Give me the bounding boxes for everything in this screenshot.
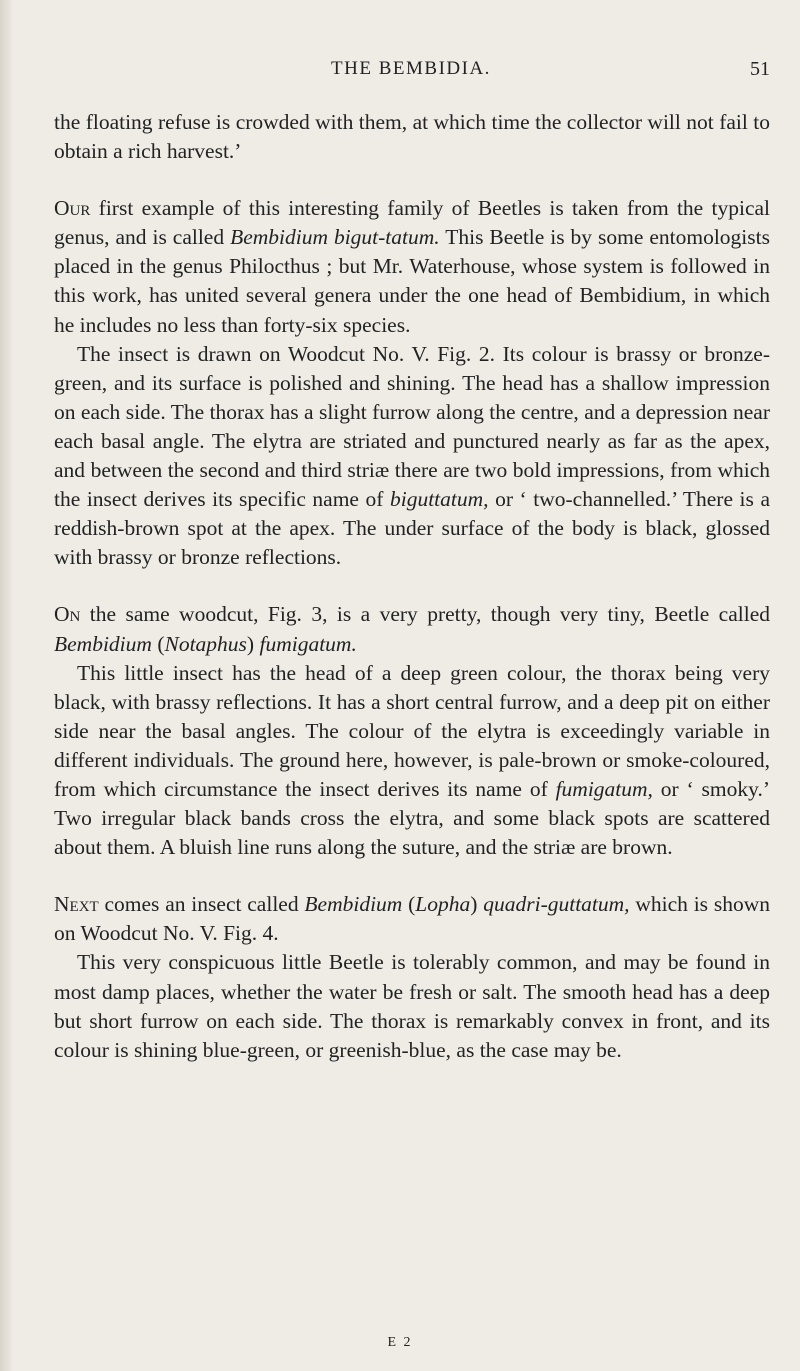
paragraph xyxy=(54,659,770,863)
text-run: first example of this interesting family of Beetles is taken from the typical genus, and is called xyxy=(54,196,770,250)
paragraph xyxy=(54,340,770,573)
text-run: ) xyxy=(246,631,260,656)
paragraph-gap xyxy=(54,572,770,600)
paragraph xyxy=(54,948,770,1064)
text-run: which is shown on Woodcut No. V. Fig. 4. xyxy=(54,892,770,946)
running-title: THE BEMBIDIA. xyxy=(331,58,491,79)
text-run: the floating refuse is crowded with them, at which time the collector will not fail to obtain a rich harvest.’ xyxy=(54,110,770,164)
paragraph xyxy=(54,194,770,339)
italic-text: Bembidium bigut-tatum. xyxy=(230,225,440,250)
text-run: or ‘ smoky.’ Two irregular black bands cross the elytra, and some black spots are scattered about them. A bluish line runs along the suture, and the striæ are brown. xyxy=(54,776,770,860)
paragraph-gap xyxy=(54,862,770,890)
text-run: the same woodcut, Fig. 3, is a very pretty, though very tiny, Beetle called xyxy=(80,602,770,627)
italic-text: Bembidium xyxy=(54,631,152,656)
body-text xyxy=(54,108,770,1065)
italic-text: Notaphus xyxy=(164,631,247,656)
lead-word: Our xyxy=(54,196,91,221)
lead-word: Next xyxy=(54,892,99,917)
text-run: This little insect has the head of a deep green colour, the thorax being very black, with brassy reflections. It has a short central furrow, and a deep pit on either side near the basal angles. The colour of the elytra is exceedingly variable in different individuals. The ground here, however, is pale-brown or smoke-coloured, from which circumstance the insect derives its name of xyxy=(54,660,770,801)
italic-text: fumigatum, xyxy=(555,776,653,801)
italic-text: biguttatum, xyxy=(389,487,489,512)
text-run: or ‘ two-channelled.’ There is a reddish-brown spot at the apex. The under surface of the body is black, glossed with brassy or bronze reflections. xyxy=(54,487,770,570)
page-number: 51 xyxy=(750,58,770,80)
italic-text: Bembidium xyxy=(304,892,403,917)
text-run: ) xyxy=(470,892,484,917)
page-edge-shadow xyxy=(0,0,14,1371)
paragraph xyxy=(54,600,770,658)
paragraph xyxy=(54,108,770,166)
text-run: This very conspicuous little Beetle is tolerably common, and may be found in most damp places, whether the water be fresh or salt. The smooth head has a deep but short furrow on each side. The thorax is remarkably convex in front, and its colour is shining blue-green, or greenish-blue, as the case may be. xyxy=(54,950,770,1062)
paragraph-gap xyxy=(54,166,770,194)
text-run: This Beetle is by some entomologists placed in the genus Philocthus ; but Mr. Waterhouse, whose system is followed in this work, has united several genera under the one head of Bembidium, in which he includes no less than forty-six species. xyxy=(54,225,770,337)
italic-text: quadri-guttatum, xyxy=(483,892,630,917)
italic-text: Lopha xyxy=(415,892,471,917)
text-run: ( xyxy=(151,631,165,656)
text-run: ( xyxy=(402,892,416,917)
page-header xyxy=(52,58,770,88)
paragraph xyxy=(54,890,770,948)
text-run: comes an insect called xyxy=(98,892,305,917)
italic-text: fumigatum. xyxy=(259,631,357,656)
lead-word: On xyxy=(54,602,81,627)
text-run: The insect is drawn on Woodcut No. V. Fig. 2. Its colour is brassy or bronze-green, and its surface is polished and shining. The head has a shallow impression on each side. The thorax has a slight furrow along the centre, and a depression near each basal angle. The elytra are striated and punctured nearly as far as the apex, and between the second and third striæ there are two bold impressions, from which the insect derives its specific name of xyxy=(54,341,770,512)
signature-mark: E 2 xyxy=(387,1335,413,1350)
